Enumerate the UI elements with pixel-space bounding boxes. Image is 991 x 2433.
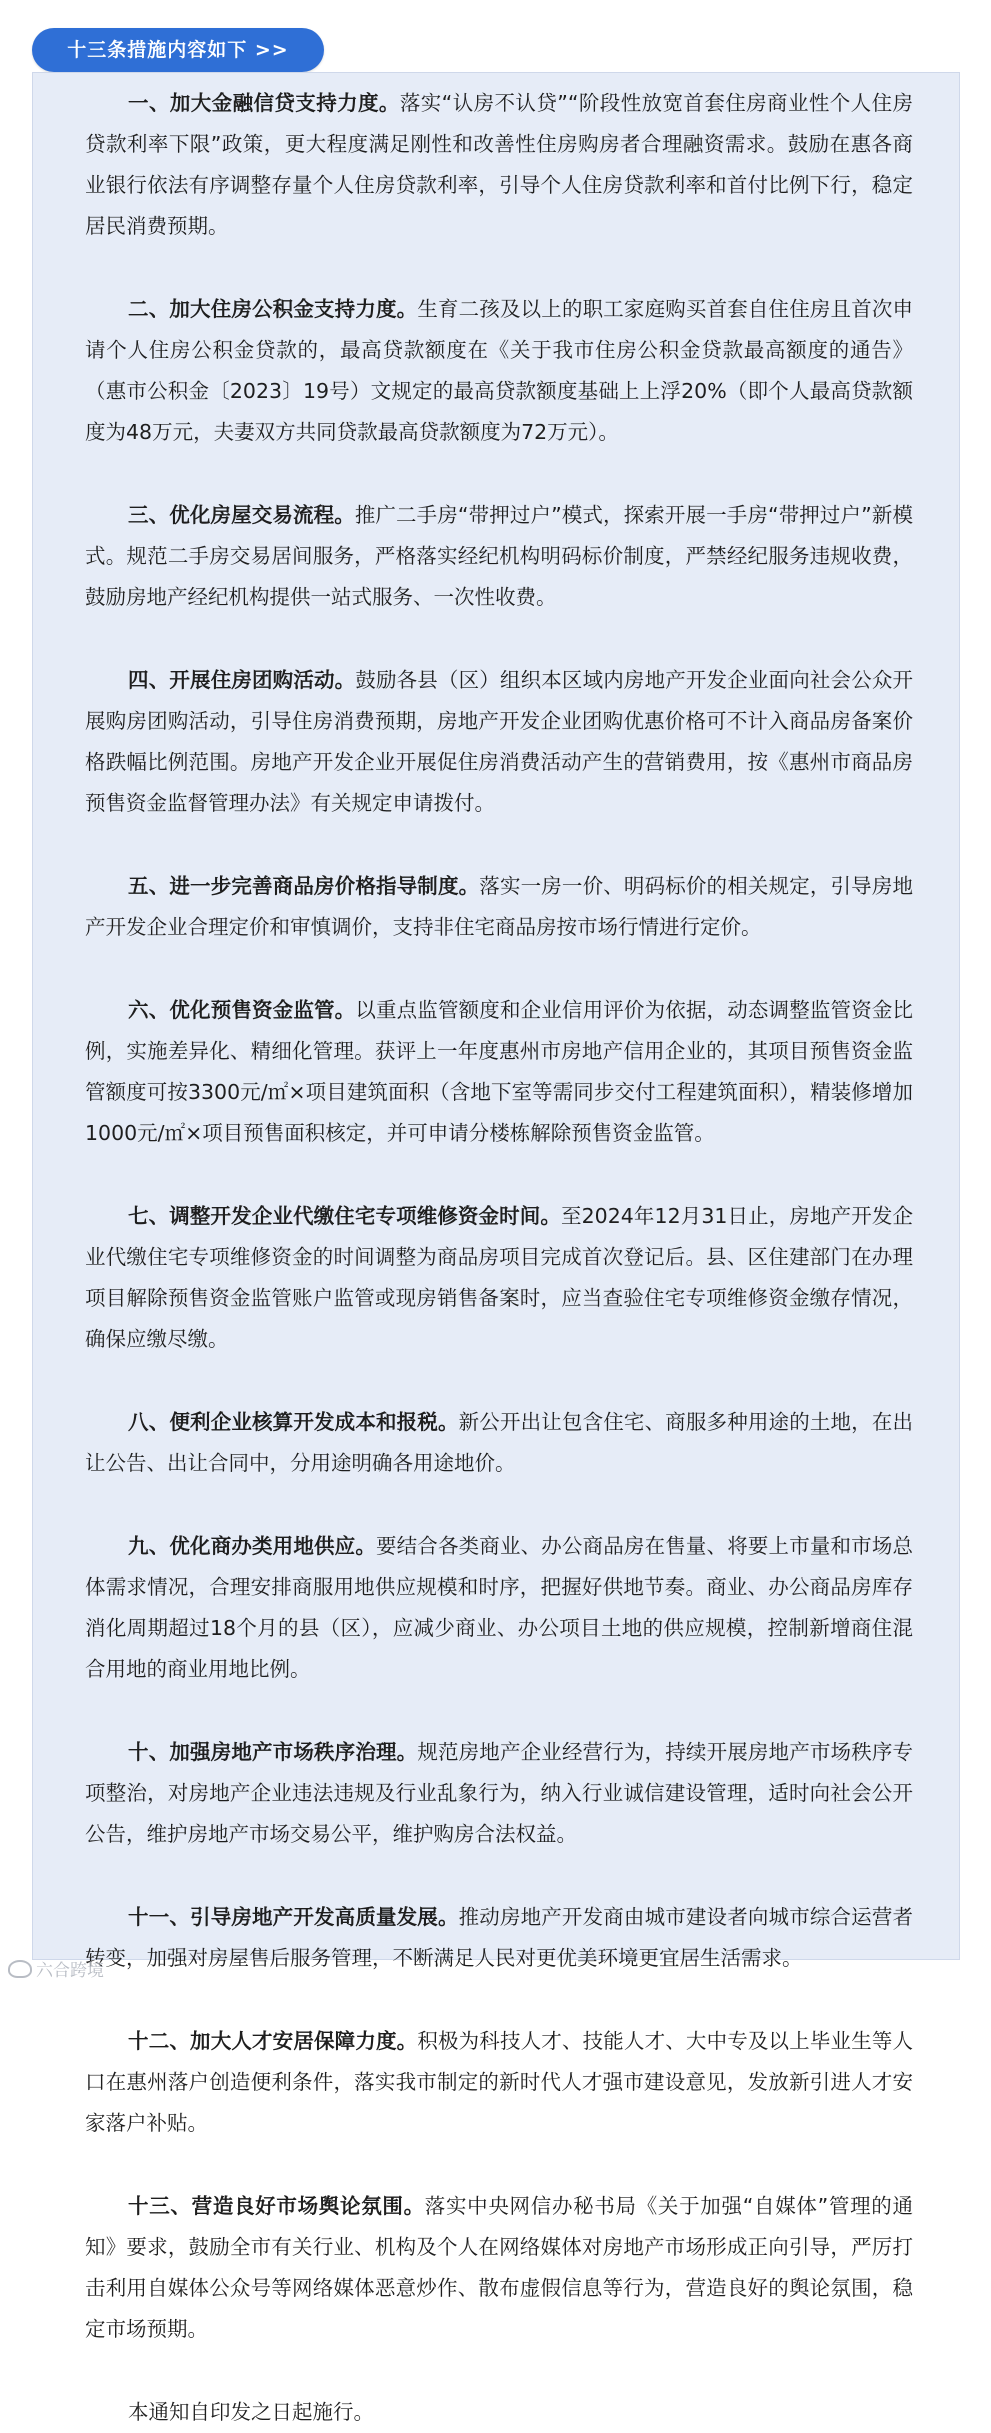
measure-text: 推动房地产开发商由城市建设者向城市综合运营者转变，加强对房屋售后服务管理，不断满足人民对更优美环境更宜居生活需求。 xyxy=(85,1905,914,1970)
measure-heading: 十二、加大人才安居保障力度。 xyxy=(128,2029,418,2053)
measure-heading: 六、优化预售资金监管。 xyxy=(128,998,356,1022)
measure-heading: 十三、营造良好市场舆论氛围。 xyxy=(128,2194,425,2218)
measure-1 xyxy=(85,83,913,247)
measure-text: 落实一房一价、明码标价的相关规定，引导房地产开发企业合理定价和审慎调价，支持非住宅商品房按市场行情进行定价。 xyxy=(85,874,913,939)
measure-text: 积极为科技人才、技能人才、大中专及以上毕业生等人口在惠州落户创造便利条件，落实我市制定的新时代人才强市建设意见，发放新引进人才安家落户补贴。 xyxy=(85,2029,914,2135)
measure-13 xyxy=(85,2186,913,2350)
measure-9 xyxy=(85,1526,913,1690)
measure-heading: 八、便利企业核算开发成本和报税。 xyxy=(128,1410,459,1434)
section-title-tab: 十三条措施内容如下 >> xyxy=(32,28,324,72)
measure-text: 落实“认房不认贷”“阶段性放宽首套住房商业性个人住房贷款利率下限”政策，更大程度满足刚性和改善性住房购房者合理融资需求。鼓励在惠各商业银行依法有序调整存量个人住房贷款利率，引导个人住房贷款利率和首付比例下行，稳定居民消费预期。 xyxy=(85,91,913,238)
measure-heading: 三、优化房屋交易流程。 xyxy=(128,503,355,527)
measure-text: 落实中央网信办秘书局《关于加强“自媒体”管理的通知》要求，鼓励全市有关行业、机构及个人在网络媒体对房地产市场形成正向引导，严厉打击利用自媒体公众号等网络媒体恶意炒作、散布虚假信息等行为，营造良好的舆论氛围，稳定市场预期。 xyxy=(85,2194,913,2341)
measure-text: 以重点监管额度和企业信用评价为依据，动态调整监管资金比例，实施差异化、精细化管理。获评上一年度惠州市房地产信用企业的，其项目预售资金监管额度可按3300元/㎡×项目建筑面积（含地下室等需同步交付工程建筑面积），精装修增加1000元/㎡×项目预售面积核定，并可申请分楼栋解除预售资金监管。 xyxy=(85,998,914,1145)
measure-heading: 五、进一步完善商品房价格指导制度。 xyxy=(128,874,480,898)
measure-3 xyxy=(85,495,913,618)
measure-text: 生育二孩及以上的职工家庭购买首套自住住房且首次申请个人住房公积金贷款的，最高贷款额度在《关于我市住房公积金贷款最高额度的通告》（惠市公积金〔2023〕19号）文规定的最高贷款额度基础上上浮20%（即个人最高贷款额度为48万元，夫妻双方共同贷款最高贷款额度为72万元）。 xyxy=(85,297,914,444)
measure-heading: 十、加强房地产市场秩序治理。 xyxy=(128,1740,418,1764)
closing-note: 本通知自印发之日起施行。 xyxy=(128,2400,375,2424)
measure-text: 至2024年12月31日止，房地产开发企业代缴住宅专项维修资金的时间调整为商品房项目完成首次登记后。县、区住建部门在办理项目解除预售资金监管账户监管或现房销售备案时，应当查验住宅专项维修资金缴存情况，确保应缴尽缴。 xyxy=(85,1204,914,1351)
measure-heading: 四、开展住房团购活动。 xyxy=(128,668,356,692)
measure-heading: 一、加大金融信贷支持力度。 xyxy=(128,91,400,115)
measure-4 xyxy=(85,660,913,824)
measure-12 xyxy=(85,2021,913,2144)
measure-heading: 九、优化商办类用地供应。 xyxy=(128,1534,376,1558)
measure-heading: 七、调整开发企业代缴住宅专项维修资金时间。 xyxy=(128,1204,562,1228)
measure-11 xyxy=(85,1897,913,1979)
measure-text: 鼓励各县（区）组织本区域内房地产开发企业面向社会公众开展购房团购活动，引导住房消费预期，房地产开发企业团购优惠价格可不计入商品房备案价格跌幅比例范围。房地产开发企业开展促住房消费活动产生的营销费用，按《惠州市商品房预售资金监督管理办法》有关规定申请拨付。 xyxy=(85,668,914,815)
measure-heading: 二、加大住房公积金支持力度。 xyxy=(128,297,418,321)
measure-2 xyxy=(85,289,913,453)
measure-7 xyxy=(85,1196,913,1360)
measure-6 xyxy=(85,990,913,1154)
watermark xyxy=(8,1956,104,1981)
measure-8 xyxy=(85,1402,913,1484)
watermark-logo-icon xyxy=(8,1960,32,1978)
measure-10 xyxy=(85,1732,913,1855)
measure-text: 新公开出让包含住宅、商服多种用途的土地，在出让公告、出让合同中，分用途明确各用途地价。 xyxy=(85,1410,914,1475)
measure-text: 要结合各类商业、办公商品房在售量、将要上市量和市场总体需求情况，合理安排商服用地供应规模和时序，把握好供地节奏。商业、办公商品房库存消化周期超过18个月的县（区），应减少商业、办公项目土地的供应规模，控制新增商住混合用地的商业用地比例。 xyxy=(85,1534,914,1681)
measure-5 xyxy=(85,866,913,948)
measure-text: 推广二手房“带押过户”模式，探索开展一手房“带押过户”新模式。规范二手房交易居间服务，严格落实经纪机构明码标价制度，严禁经纪服务违规收费，鼓励房地产经纪机构提供一站式服务、一次性收费。 xyxy=(85,503,914,609)
measure-text: 规范房地产企业经营行为，持续开展房地产市场秩序专项整治，对房地产企业违法违规及行业乱象行为，纳入行业诚信建设管理，适时向社会公开公告，维护房地产市场交易公平，维护购房合法权益。 xyxy=(85,1740,914,1846)
watermark-text: 六合跨境 xyxy=(36,1961,104,1981)
measure-heading: 十一、引导房地产开发高质量发展。 xyxy=(128,1905,459,1929)
